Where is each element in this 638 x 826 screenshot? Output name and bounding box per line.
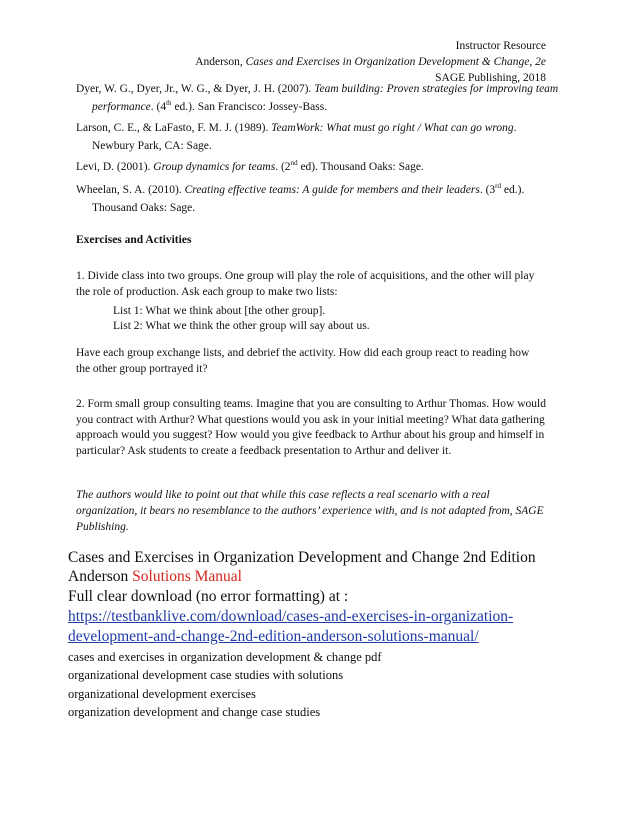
- header-author: Anderson,: [195, 56, 246, 68]
- header-book-citation: [195, 54, 546, 70]
- keyword-line: organizational development case studies with solutions: [68, 668, 344, 682]
- reference-publisher: ed.). Thousand Oaks: Sage.: [92, 184, 525, 214]
- reference-authors: Dyer, W. G., Dyer, Jr., W. G., & Dyer, J. H. (2007).: [76, 83, 315, 95]
- reference-larson: [76, 119, 562, 155]
- exercise-1-list-1: List 1: What we think about [the other group].: [113, 305, 326, 317]
- reference-title: TeamWork: What must go right / What can go wrong: [271, 122, 514, 134]
- promo-title-line-1: Cases and Exercises in Organization Development and Change 2nd Edition: [68, 549, 536, 566]
- reference-edition: . (4: [150, 101, 167, 113]
- reference-title: Group dynamics for teams: [153, 161, 276, 173]
- page-header: [195, 38, 546, 86]
- keyword-line: organizational development exercises: [68, 687, 256, 701]
- promo-title-line-2: [68, 567, 242, 586]
- reference-edition: . (3: [479, 184, 496, 196]
- reference-title: Team building: Proven strategies for improving team performance: [92, 83, 559, 113]
- reference-publisher: . Newbury Park, CA: Sage.: [92, 122, 517, 152]
- author-note: The authors would like to point out that while this case reflects a real scenario with a real organization, it bears no resemblance to the authors’ experience with, and is not adapted from, SAGE Publishing.: [76, 489, 544, 533]
- exercise-1-list-2: List 2: What we think the other group will say about us.: [113, 320, 370, 332]
- header-publisher: SAGE Publishing, 2018: [435, 72, 546, 84]
- reference-dyer: [76, 80, 562, 116]
- reference-edition: . (2: [275, 161, 291, 173]
- reference-publisher: ed). Thousand Oaks: Sage.: [297, 161, 424, 173]
- reference-authors: Levi, D. (2001).: [76, 161, 154, 173]
- exercise-1-followup: Have each group exchange lists, and debrief the activity. How did each group react to reading how the other group portrayed it?: [76, 347, 530, 375]
- header-resource-label: Instructor Resource: [455, 40, 546, 52]
- promo-download-line: Full clear download (no error formatting) at :: [68, 588, 349, 605]
- reference-sup: th: [166, 99, 172, 108]
- reference-wheelan: [76, 181, 562, 217]
- section-heading: Exercises and Activities: [76, 234, 192, 246]
- promo-author: Anderson: [68, 568, 133, 585]
- header-book-title: Cases and Exercises in Organization Development & Change, 2e: [245, 56, 546, 68]
- reference-levi: [76, 158, 562, 176]
- reference-title: Creating effective teams: A guide for members and their leaders: [184, 184, 480, 196]
- exercise-1-text: 1. Divide class into two groups. One group will play the role of acquisitions, and the other will play the role of production. Ask each group to make two lists:: [76, 270, 535, 298]
- promo-solutions-manual: Solutions Manual: [132, 568, 242, 585]
- download-link-line-2[interactable]: development-and-change-2nd-edition-anderson-solutions-manual/: [68, 628, 479, 645]
- reference-authors: Larson, C. E., & LaFasto, F. M. J. (1989).: [76, 122, 272, 134]
- reference-sup: rd: [495, 182, 502, 191]
- exercise-2-text: 2. Form small group consulting teams. Imagine that you are consulting to Arthur Thomas. How would you contract with Arthur? What questions would you ask in your initial meeting? What data gathering approach would you suggest? How would you give feedback to Arthur about his group and himself in particular? Ask students to create a feedback presentation to Arthur and deliver it.: [76, 398, 546, 457]
- reference-sup: nd: [290, 159, 298, 168]
- reference-authors: Wheelan, S. A. (2010).: [76, 184, 185, 196]
- reference-publisher: ed.). San Francisco: Jossey-Bass.: [171, 101, 328, 113]
- download-link-line-1[interactable]: https://testbanklive.com/download/cases-and-exercises-in-organization-: [68, 608, 514, 625]
- keyword-line: organization development and change case studies: [68, 705, 321, 719]
- keyword-line: cases and exercises in organization development & change pdf: [68, 650, 382, 664]
